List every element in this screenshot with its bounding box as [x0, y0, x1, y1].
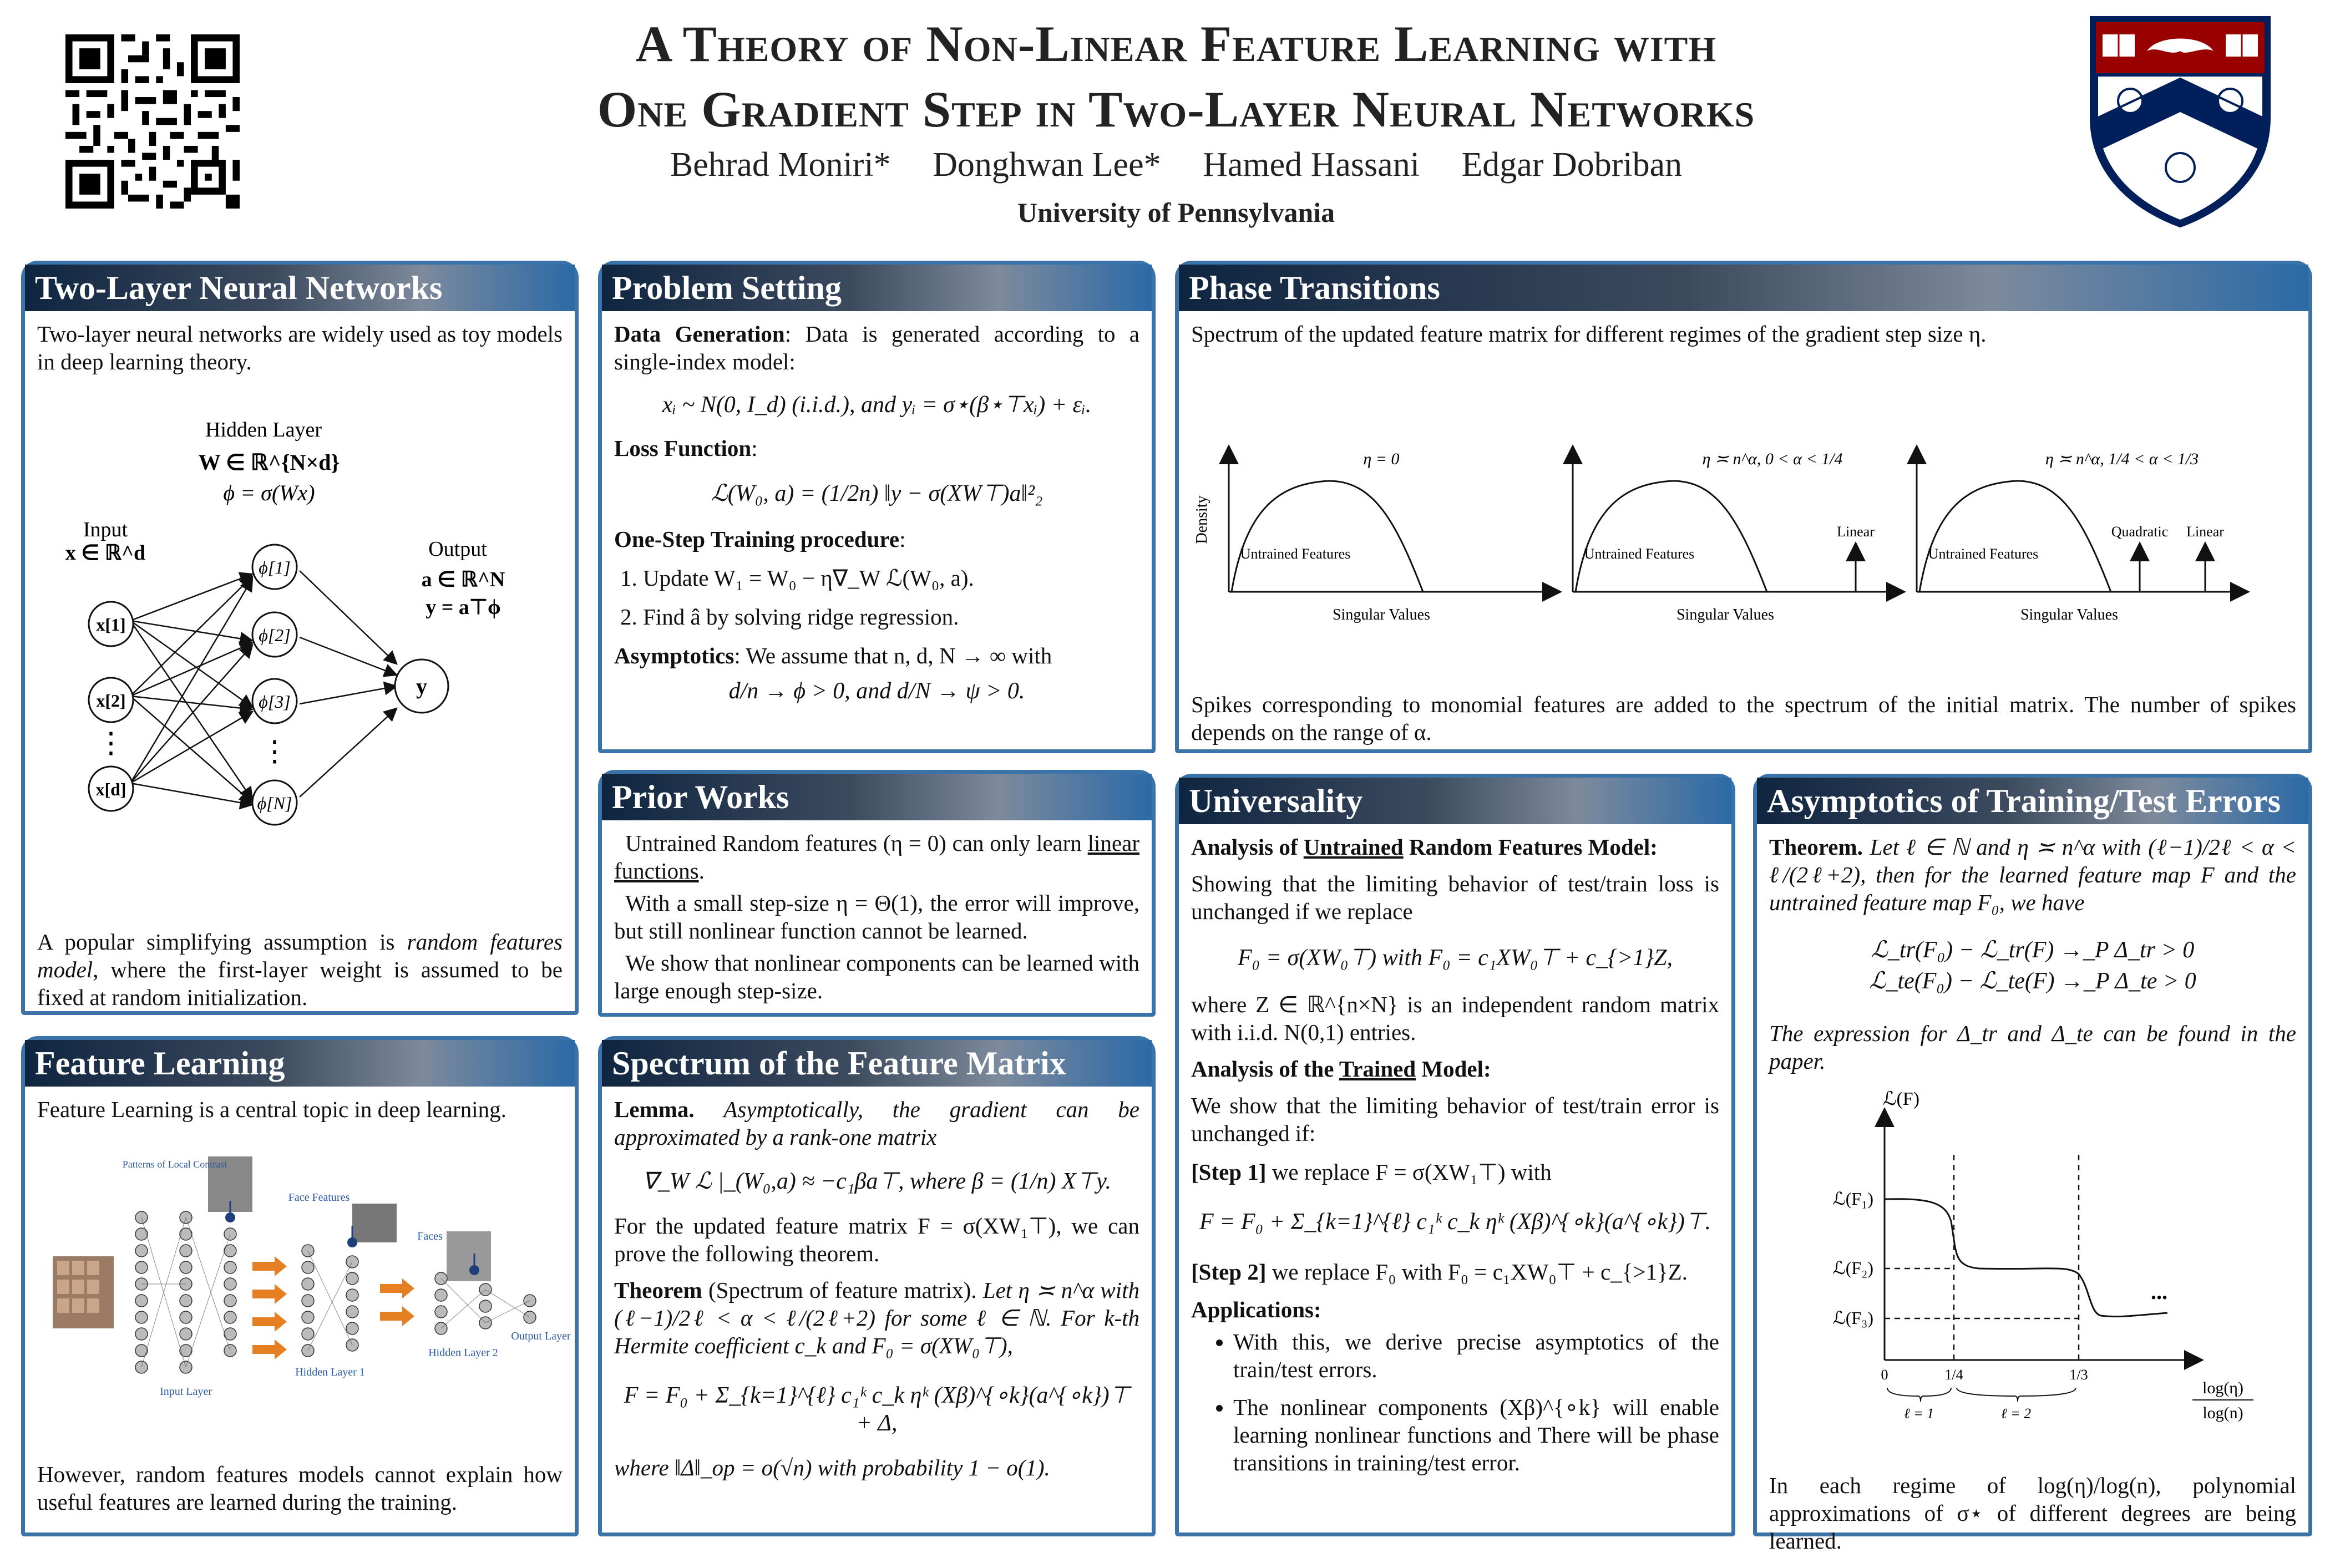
replace-equation: F₀ = σ(XW₀⊤) with F₀ = c₁XW₀⊤ + c_{>1}Z, [1238, 945, 1673, 971]
penn-shield-icon [2086, 12, 2275, 229]
prior-point: We show that nonlinear components can be learned with large enough step-size. [614, 950, 1139, 1003]
panel-problem-setting [598, 261, 1156, 753]
x-axis-label: Singular Values [1332, 606, 1431, 623]
panel-title: Asymptotics of Training/Test Errors [1757, 778, 2308, 824]
outro-text: In each regime of log(η)/log(n), polynomial approximations of σ⋆ of different degrees are being learned. [1769, 1473, 2296, 1554]
panel-phase-transitions [1175, 261, 2312, 753]
density-label: Density [1193, 495, 1210, 544]
panel-title: Feature Learning [25, 1040, 575, 1087]
x-axis-numerator: log(η) [2202, 1379, 2244, 1397]
fig-label: Output Layer [511, 1330, 571, 1342]
step-2: [Step 2] we replace F₀ with F₀ = c₁XW₀⊤ + c_{>1}Z. [1191, 1259, 1688, 1285]
fig-label: Hidden Layer 1 [295, 1366, 365, 1378]
x-axis-label: Singular Values [1676, 606, 1775, 623]
title-line-2: One Gradient Step in Two-Layer Neural Networks [597, 81, 1755, 138]
panel-spectrum [598, 1036, 1156, 1536]
lemma: Lemma. Asymptotically, the gradient can be approximated by a rank-one matrix [614, 1097, 1139, 1150]
ellipsis-icon: ... [2151, 1279, 2167, 1304]
untrained-label: Untrained Features [1584, 546, 1695, 562]
untrained-label: Untrained Features [1240, 546, 1351, 562]
test-gap-equation: ℒ_te(F₀) − ℒ_te(F) →_P Δ_te > 0 [1869, 968, 2196, 994]
author: Hamed Hassani [1203, 146, 1420, 184]
prior-point: Untrained Random features (η = 0) can only learn linear functions. [614, 830, 1139, 884]
bracket-label: ℓ = 1 [1903, 1405, 1934, 1422]
fig-label: Faces [417, 1230, 443, 1242]
application-item: • The nonlinear components (Xβ)^{∘k} will enable learning nonlinear functions and There will be phase transitions in training/test error. [1233, 1393, 1719, 1476]
level-label: ℒ(F₃) [1832, 1308, 1873, 1328]
input-node: x[2] [96, 691, 126, 711]
analysis-untrained: Analysis of Untrained Random Features Model: [1191, 834, 1658, 860]
level-label: ℒ(F₂) [1832, 1258, 1873, 1278]
theorem: Theorem. Let ℓ ∈ ℕ and η ≍ n^α with (ℓ−1)/2ℓ < α < ℓ/(2ℓ+2), then for the learned feature map F and the untrained feature map F₀, we have [1769, 834, 2297, 915]
network-diagram [31, 420, 574, 919]
panel-title: Universality [1179, 778, 1731, 824]
application-item: • With this, we derive precise asymptotics of the train/test errors. [1233, 1328, 1719, 1383]
step-item: 2. Find â by solving ridge regression. [643, 603, 1139, 631]
updated-text: For the updated feature matrix F = σ(XW₁⊤), we can prove the following theorem. [614, 1213, 1139, 1266]
data-generation: Data Generation: Data is generated according to a single-index model: [614, 321, 1139, 374]
analysis-trained: Analysis of the Trained Model: [1191, 1056, 1491, 1082]
fig-label: Patterns of Local Contrast [122, 1159, 227, 1170]
data-equation: xᵢ ~ N(0, I_d) (i.i.d.), and yᵢ = σ⋆(β⋆⊤xᵢ) + εᵢ. [662, 392, 1092, 418]
rf-text: A popular simplifying assumption is random features model, where the first-layer weight is assumed to be fixed at random initialization. [37, 929, 563, 1010]
step-item: 1. Update W₁ = W₀ − η∇_W ℒ(W₀, a). [643, 564, 1139, 592]
step1-equation: F = F₀ + Σ_{k=1}^{ℓ} c₁ᵏ c_k ηᵏ (Xβ)^{∘k}(a^{∘k})⊤. [1199, 1209, 1711, 1235]
hidden-phi: ϕ = σ(Wx) [223, 480, 315, 505]
regime-label: η ≍ n^α, 0 < α < 1/4 [1702, 450, 1843, 468]
panel-title: Spectrum of the Feature Matrix [602, 1040, 1152, 1087]
train-gap-equation: ℒ_tr(F₀) − ℒ_tr(F) →_P Δ_tr > 0 [1871, 937, 2195, 963]
panel-title: Phase Transitions [1179, 265, 2308, 311]
plot-y-label: ℒ(F) [1882, 1089, 1920, 1109]
lemma-equation: ∇_W ℒ |_(W₀,a) ≈ −c₁βa⊤, where β = (1/n) X⊤y. [642, 1169, 1112, 1194]
x-axis-denominator: log(n) [2202, 1404, 2243, 1422]
hidden-node: ϕ[1] [259, 557, 291, 577]
asymptotics: Asymptotics: We assume that n, d, N → ∞ with [614, 643, 1052, 668]
deep-network-figure [42, 1151, 574, 1406]
panel-prior-works [598, 770, 1156, 1017]
spike-label: Linear [2186, 524, 2224, 540]
asym-equation: d/n → ϕ > 0, and d/N → ψ > 0. [728, 678, 1025, 704]
error-phase-plot [1768, 1088, 2301, 1432]
input-node: x[d] [95, 779, 126, 799]
hidden-node: ϕ[2] [259, 625, 291, 645]
outro-text: However, random features models cannot explain how useful features are learned during the training. [37, 1462, 563, 1515]
one-step-procedure: One-Step Training procedure: [614, 526, 906, 552]
author: Behrad Moniri* [670, 146, 891, 184]
loss-function: Loss Function: [614, 435, 758, 461]
qr-code-icon [65, 34, 240, 209]
panel-title: Prior Works [602, 774, 1152, 820]
panel-feature-learning [21, 1036, 579, 1536]
panel-title: Problem Setting [602, 265, 1152, 311]
tick-label: 1/4 [1944, 1367, 1963, 1383]
level-label: ℒ(F₁) [1832, 1189, 1873, 1209]
panel-two-layer [21, 261, 579, 1015]
where-z: where Z ∈ ℝ^{n×N} is an independent random matrix with i.i.d. N(0,1) entries. [1191, 992, 1719, 1045]
intro-text: Feature Learning is a central topic in deep learning. [37, 1097, 506, 1122]
regime-label: η = 0 [1363, 450, 1400, 468]
show-text: We show that the limiting behavior of test/train error is unchanged if: [1191, 1093, 1719, 1146]
hidden-node: ϕ[3] [259, 692, 291, 712]
intro-text: Spectrum of the updated feature matrix for different regimes of the gradient step size η. [1191, 321, 1987, 347]
author: Edgar Dobriban [1461, 146, 1683, 184]
hidden-layer-label: Hidden Layer [205, 418, 322, 442]
bracket-label: ℓ = 2 [2000, 1405, 2032, 1422]
output-y: y = a⊤ϕ [426, 596, 501, 619]
theorem: Theorem (Spectrum of feature matrix). Let η ≍ n^α with (ℓ−1)/2ℓ < α < ℓ/(2ℓ+2) for some ℓ ∈ ℕ. For k-th Hermite coefficient c_k and F₀ = σ(XW₀⊤), [614, 1277, 1140, 1358]
author: Donghwan Lee* [933, 146, 1161, 184]
title-line-1: A Theory of Non-Linear Feature Learning with [635, 16, 1717, 72]
input-x: x ∈ ℝ^d [65, 541, 146, 565]
intro-text: Two-layer neural networks are widely used as toy models in deep learning theory. [37, 321, 563, 374]
spectrum-plots [1190, 425, 2299, 625]
expression-note: The expression for Δ_tr and Δ_te can be found in the paper. [1769, 1021, 2296, 1074]
applications-label: Applications: [1191, 1297, 1321, 1322]
regime-label: η ≍ n^α, 1/4 < α < 1/3 [2045, 450, 2199, 468]
hidden-node: ϕ[N] [257, 793, 292, 813]
tick-label: 1/3 [2069, 1367, 2088, 1383]
outro-text: Spikes corresponding to monomial features are added to the spectrum of the initial matrix. The number of spikes depends on the range of α. [1191, 692, 2296, 745]
panel-title: Two-Layer Neural Networks [25, 265, 575, 311]
untrained-label: Untrained Features [1928, 546, 2039, 562]
x-axis-label: Singular Values [2020, 606, 2119, 623]
theorem-where: where ‖Δ‖_op = o(√n) with probability 1 − o(1). [614, 1455, 1050, 1480]
output-node: y [416, 674, 427, 699]
author-list [388, 145, 1964, 185]
input-label: Input [83, 518, 128, 541]
panel-universality [1175, 774, 1735, 1536]
fig-label: Hidden Layer 2 [428, 1347, 498, 1359]
spike-label: Quadratic [2111, 524, 2169, 540]
input-node: x[1] [96, 615, 126, 635]
ellipsis-icon: ⋮ [97, 728, 125, 759]
step-1: [Step 1] we replace F = σ(XW₁⊤) with [1191, 1159, 1552, 1185]
fig-label: Face Features [288, 1191, 350, 1204]
hidden-w: W ∈ ℝ^{N×d} [198, 450, 340, 475]
output-label: Output [428, 537, 487, 561]
fig-label: Input Layer [160, 1386, 212, 1398]
ellipsis-icon: ⋮ [260, 736, 289, 768]
panel-asymptotics-errors [1753, 774, 2312, 1554]
poster-title [388, 11, 1964, 142]
affiliation: University of Pennsylvania [1017, 197, 1335, 228]
prior-point: With a small step-size η = Θ(1), the error will improve, but still nonlinear function cannot be learned. [614, 890, 1139, 943]
loss-equation: ℒ(W₀, a) = (1/2n) ‖y − σ(XW⊤)a‖²₂ [711, 481, 1043, 506]
spike-label: Linear [1837, 524, 1875, 540]
show-text: Showing that the limiting behavior of test/train loss is unchanged if we replace [1191, 871, 1719, 924]
output-a: a ∈ ℝ^N [421, 568, 505, 591]
theorem-equation: F = F₀ + Σ_{k=1}^{ℓ} c₁ᵏ c_k ηᵏ (Xβ)^{∘k}(a^{∘k})⊤ + Δ, [624, 1383, 1130, 1436]
tick-label: 0 [1881, 1367, 1888, 1383]
